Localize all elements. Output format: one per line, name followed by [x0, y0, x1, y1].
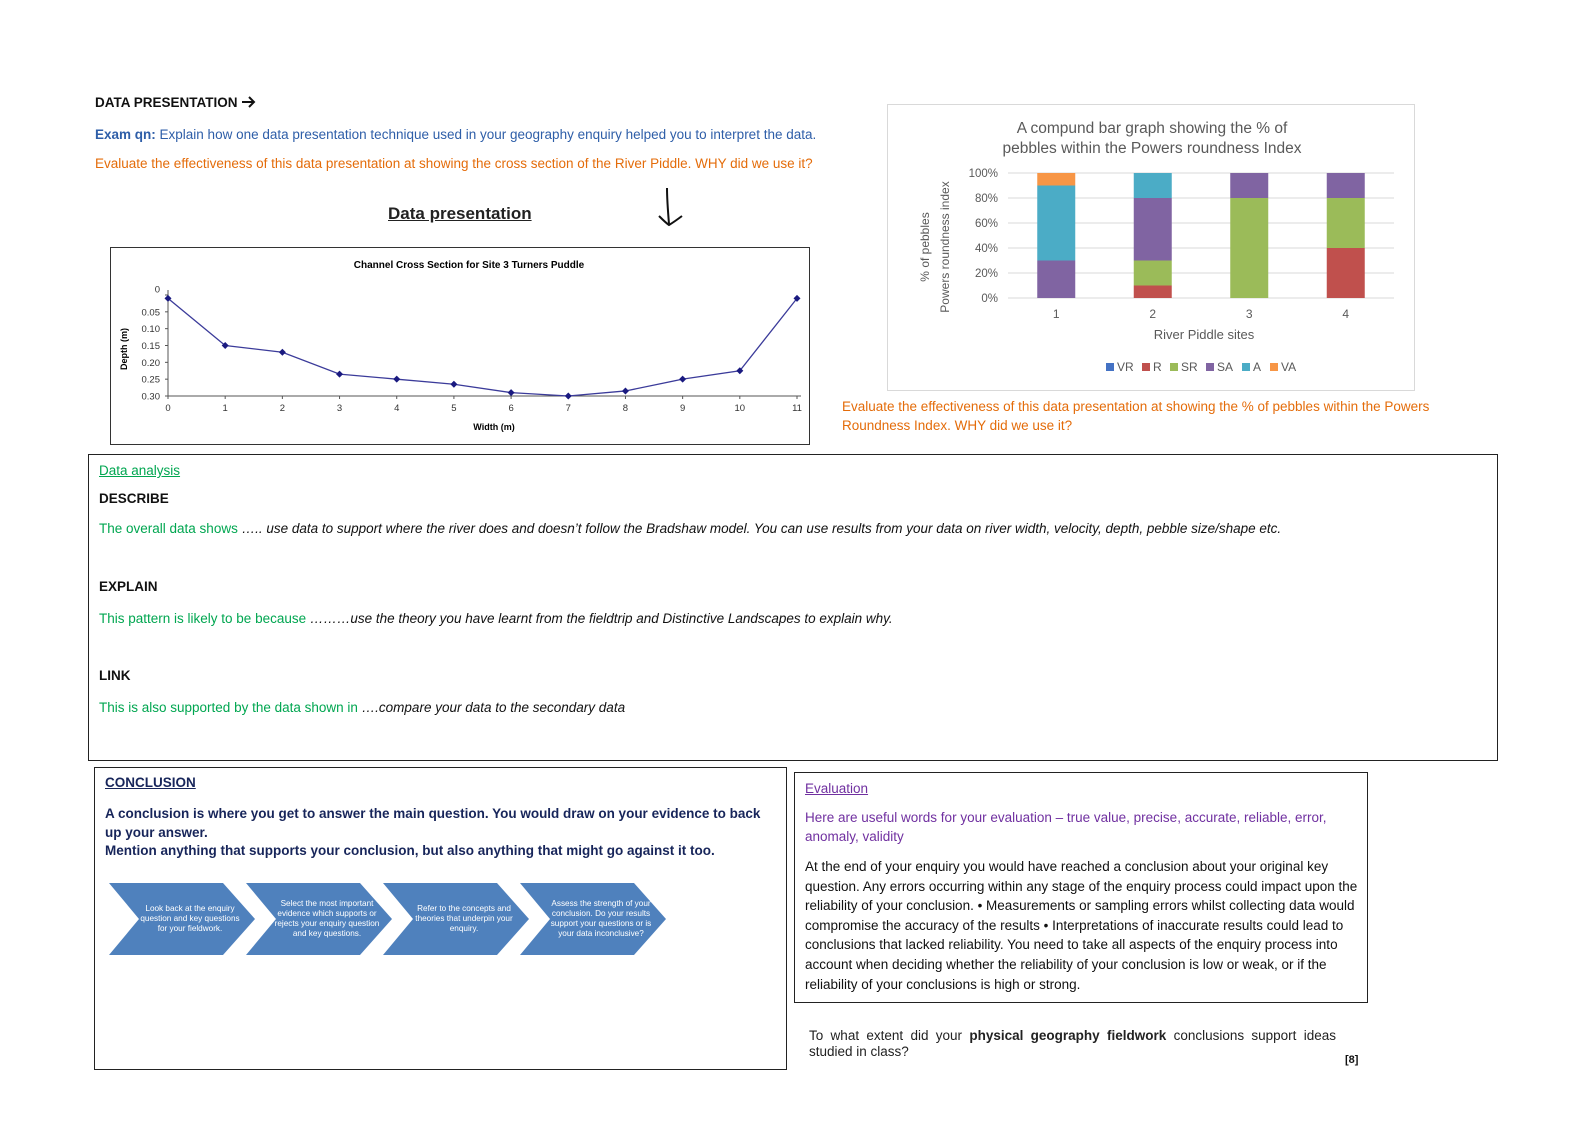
link-prompt: This is also supported by the data shown in [99, 700, 358, 715]
x-tick-label: 1 [222, 403, 228, 414]
y-tick-label: 0.20 [141, 357, 160, 369]
data-point [279, 349, 286, 356]
pebble-bar-chart-svg [888, 105, 1416, 392]
data-presentation-heading: Data presentation [388, 204, 532, 223]
legend-swatch-sa [1206, 363, 1214, 371]
data-point [622, 387, 629, 394]
evaluation-box [794, 772, 1368, 1003]
describe-label: DESCRIBE [99, 491, 169, 506]
bar-segment-sa [1037, 261, 1075, 299]
conclusion-heading: CONCLUSION [105, 775, 196, 790]
legend-swatch-sr [1170, 363, 1178, 371]
data-analysis-box [88, 454, 1498, 761]
x-tick-label: 0 [165, 403, 171, 414]
y-axis-label-line-1: % of pebbles [918, 212, 932, 282]
bar-segment-sr [1230, 198, 1268, 298]
legend-label: VA [1281, 360, 1297, 374]
question-marks: [8] [1345, 1054, 1359, 1066]
link-label: LINK [99, 668, 131, 683]
y-tick-label: 60% [974, 218, 998, 230]
section-title-text: DATA PRESENTATION [95, 95, 238, 110]
evaluation-body: At the end of your enquiry you would have reached a conclusion about your original key question. Any errors occurring within any stage of the enquiry process could impact upon the reliability of your conclusion. • Measurements or sampling errors whilst collecting data would compromise the accuracy of the results • Interpretations of inaccurate results could lead to conclusions that lacked reliability. You need to take all aspects of the enquiry process into account when deciding whether the reliability of your conclusion is low or weak, or if the reliability of your conclusions is high or strong. [805, 859, 1358, 992]
x-tick-label: 3 [1245, 307, 1253, 321]
bar-segment-r [1327, 248, 1365, 298]
legend-swatch-vr [1106, 363, 1114, 371]
question-pre: To what extent did your [809, 1028, 963, 1043]
x-tick-label: 7 [565, 403, 571, 414]
y-tick-label: 0.10 [141, 324, 160, 336]
bar-segment-sr [1327, 198, 1365, 248]
explain-text [99, 609, 1489, 628]
cross-section-chart [110, 247, 810, 445]
data-point [393, 376, 400, 383]
describe-text [99, 519, 1489, 538]
process-arrow-text-2: Select the most important evidence which supports or rejects your enquiry question and key questions. [274, 899, 380, 938]
conclusion-box [94, 767, 787, 1070]
x-tick-label: 11 [792, 403, 802, 414]
hand-drawn-arrow-down-icon [652, 186, 688, 230]
legend-label: SA [1217, 360, 1234, 374]
y-axis-label: Depth (m) [119, 328, 129, 370]
chart-title-line-2: pebbles within the Powers roundness Index [1002, 140, 1302, 157]
pebble-bar-chart [887, 104, 1415, 391]
y-tick-label: 40% [974, 243, 998, 255]
bar-segment-sr [1134, 261, 1172, 286]
question-bold: physical geography fieldwork [969, 1028, 1167, 1043]
y-tick-label: 0.25 [141, 374, 160, 386]
bar-segment-sa [1230, 173, 1268, 198]
evaluate-pebbles: Evaluate the effectiveness of this data presentation at showing the % of pebbles within the Powers Roundness Index. WHY did we use it? [842, 399, 1430, 433]
x-tick-label: 4 [394, 403, 400, 414]
describe-prompt: The overall data shows [99, 521, 238, 536]
chart-title: Channel Cross Section for Site 3 Turners Puddle [353, 260, 585, 271]
x-tick-label: 3 [336, 403, 343, 414]
data-point [508, 389, 515, 396]
bar-segment-sa [1327, 173, 1365, 198]
x-axis-label: Width (m) [473, 422, 515, 432]
legend-label: SR [1181, 360, 1198, 374]
process-arrow-text-1: Look back at the enquiry question and key questions for your fieldwork. [140, 904, 240, 933]
x-tick-label: 4 [1342, 307, 1350, 321]
x-tick-label: 10 [734, 403, 746, 414]
cross-section-chart-svg [111, 248, 811, 446]
explain-guidance: ………use the theory you have learnt from the fieldtrip and Distinctive Landscapes to explain why. [309, 611, 893, 626]
x-tick-label: 6 [508, 403, 514, 414]
data-point [450, 381, 457, 388]
evaluation-useful-words: Here are useful words for your evaluation – true value, precise, accurate, reliable, error, anomaly, validity [805, 810, 1327, 844]
exam-question-text: Explain how one data presentation technique used in your geography enquiry helped you to interpret the data. [159, 127, 817, 142]
question-post: conclusions support ideas studied in class? [809, 1028, 1336, 1059]
link-text [99, 698, 1489, 717]
y-tick-label: 20% [974, 268, 998, 280]
y-tick-label: 0% [981, 293, 998, 305]
process-arrow-text-3: Refer to the concepts and theories that underpin your enquiry. [415, 904, 513, 933]
y-axis-label-line-2: Powers roundness index [938, 181, 952, 313]
bar-segment-a [1037, 186, 1075, 261]
explain-prompt: This pattern is likely to be because [99, 611, 307, 626]
y-tick-label: 0.05 [141, 307, 160, 319]
legend-label: A [1253, 360, 1262, 374]
legend-swatch-a [1242, 363, 1250, 371]
y-tick-label: 100% [968, 168, 998, 180]
legend-label: VR [1117, 360, 1134, 374]
data-point [565, 393, 572, 400]
arrow-right-icon [241, 95, 257, 109]
bar-segment-r [1134, 286, 1172, 299]
bar-segment-sa [1134, 198, 1172, 261]
legend-swatch-va [1270, 363, 1278, 371]
evaluate-cross-section: Evaluate the effectiveness of this data presentation at showing the cross section of the River Piddle. WHY did we use it? [95, 156, 813, 171]
exam-question-prefix: Exam qn: [95, 127, 156, 142]
data-analysis-heading: Data analysis [99, 463, 181, 478]
conclusion-para-1: A conclusion is where you get to answer the main question. You would draw on your evidence to back up your answer. [105, 806, 761, 840]
evaluation-heading: Evaluation [805, 781, 869, 796]
link-guidance: ….compare your data to the secondary data [361, 700, 626, 715]
bar-segment-va [1037, 173, 1075, 186]
chart-title-line-1: A compund bar graph showing the % of [1016, 120, 1288, 137]
conclusion-para-2: Mention anything that supports your conclusion, but also anything that might go against it too. [105, 843, 715, 858]
describe-guidance: ….. use data to support where the river does and doesn’t follow the Bradshaw model. You can use results from your data on river width, velocity, depth, pebble size/shape etc. [241, 521, 1282, 536]
legend-label: R [1153, 360, 1162, 374]
x-tick-label: 1 [1052, 307, 1060, 321]
x-tick-label: 5 [451, 403, 457, 414]
y-tick-label: 0 [154, 284, 160, 296]
bar-segment-a [1134, 173, 1172, 198]
data-point [336, 371, 343, 378]
exam-question [95, 125, 855, 144]
explain-label: EXPLAIN [99, 579, 158, 594]
depth-series-line [168, 298, 797, 396]
x-tick-label: 8 [622, 403, 629, 414]
x-tick-label: 2 [1149, 307, 1157, 321]
process-arrow-text-4: Assess the strength of your conclusion. Do your results support your questions or is your data inconclusive? [550, 899, 652, 938]
section-title [95, 95, 257, 110]
legend-swatch-r [1142, 363, 1150, 371]
y-tick-label: 0.15 [141, 341, 160, 352]
y-tick-label: 80% [974, 193, 998, 205]
y-tick-label: 0.30 [141, 391, 160, 403]
x-axis-label: River Piddle sites [1153, 327, 1255, 342]
x-tick-label: 2 [279, 403, 286, 414]
x-tick-label: 9 [679, 403, 686, 414]
data-point [679, 376, 686, 383]
exam-question-8-mark [809, 1028, 1336, 1060]
